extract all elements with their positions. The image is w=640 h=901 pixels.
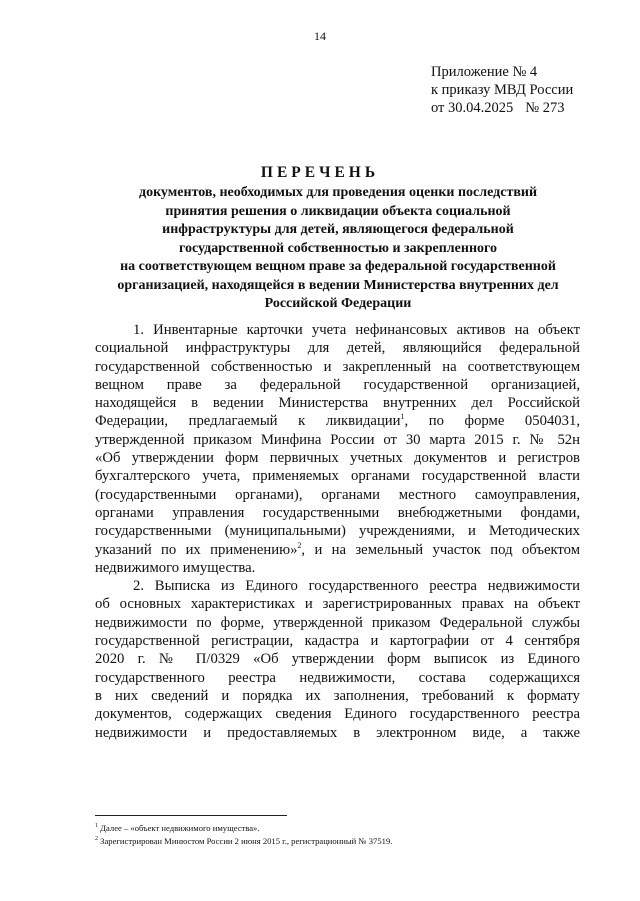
- text-line: 1. Инвентарные карточки учета нефинансовых активов на объект: [133, 322, 580, 338]
- text-line: документов, содержащих сведения Единого государственного реестра: [95, 706, 580, 723]
- footnote-ref: 2: [297, 540, 302, 550]
- text-line: в них сведений и порядка их заполнения, требований к формату: [95, 687, 580, 704]
- footnote: [95, 835, 392, 848]
- footnote: [95, 822, 392, 835]
- footnote-ref: 1: [400, 412, 405, 422]
- subtitle-line: инфраструктуры для детей, являющегося федеральной: [162, 222, 514, 237]
- footnote-number: 1: [95, 823, 98, 830]
- text-line: органами управления государственными внебюджетными фондами,: [95, 504, 580, 521]
- text-line: (государственными органами), органами местного самоуправления,: [95, 486, 580, 503]
- text-line: об основных характеристиках и зарегистрированных правах на объект: [95, 596, 580, 613]
- text-segment: , по форме 0504031,: [404, 413, 580, 430]
- text-line: 2020 г. № П/0329 «Об утверждении форм выписок из Единого: [95, 651, 580, 668]
- document-title: ПЕРЕЧЕНЬ: [260, 164, 380, 181]
- text-segment: Федерации, предлагаемый к ликвидации: [95, 413, 401, 430]
- subtitle-line: принятия решения о ликвидации объекта социальной: [165, 203, 511, 219]
- text-line: государственного реестра недвижимости, состава содержащихся: [95, 669, 580, 686]
- text-line: находящейся в ведении Министерства внутренних дел Российской: [95, 395, 580, 412]
- text-line: [95, 412, 580, 430]
- text-line: государственной собственностью и закрепленный на соответствующем: [95, 358, 580, 375]
- text-line: недвижимости по форме, утвержденной приказом Федеральной службы: [95, 614, 580, 631]
- appendix-line: к приказу МВД России: [431, 82, 574, 98]
- subtitle-line: на соответствующем вещном праве за федеральной государственной: [120, 259, 556, 274]
- footnotes: [95, 822, 392, 848]
- text-line: государственной регистрации, кадастра и картографии от 4 сентября: [95, 633, 580, 650]
- text-line: [95, 541, 580, 559]
- footnote-divider: [95, 815, 287, 816]
- text-line: социальной инфраструктуры для детей, являющийся федеральной: [95, 340, 580, 357]
- text-line: недвижимости и предоставляемых в электронном виде, а также: [95, 724, 580, 741]
- order-number: № 273: [525, 100, 565, 116]
- text-line: вещном праве за федеральной государственной организацией,: [95, 376, 580, 393]
- appendix-line: [431, 99, 573, 117]
- subtitle-line: организацией, находящейся в ведении Министерства внутренних дел: [117, 277, 559, 293]
- subtitle-line: Российской Федерации: [264, 296, 412, 311]
- paragraph-1: [95, 321, 580, 577]
- paragraph-2: [95, 577, 580, 742]
- text-line: 2. Выписка из Единого государственного реестра недвижимости: [133, 578, 580, 595]
- document-body: [95, 321, 580, 742]
- text-line: недвижимого имущества.: [95, 559, 256, 576]
- text-line: «Об утверждении форм первичных учетных документов и регистров: [95, 450, 580, 467]
- text-segment: указаний по их применению»: [95, 541, 298, 558]
- text-segment: , и на земельный участок под объектом: [301, 541, 580, 558]
- footnote-text: Зарегистрирован Минюстом России 2 июня 2015 г., регистрационный № 37519.: [100, 836, 393, 846]
- appendix-header: [431, 63, 573, 117]
- footnote-number: 2: [95, 836, 98, 843]
- document-subtitle: [95, 184, 581, 314]
- appendix-line: Приложение № 4: [431, 64, 538, 80]
- text-line: государственными (муниципальными) учреждениями, и Методических: [95, 523, 580, 540]
- order-date: от 30.04.2025: [431, 100, 514, 116]
- footnote-text: Далее – «объект недвижимого имущества».: [100, 823, 260, 833]
- page-number: 14: [314, 29, 326, 43]
- subtitle-line: документов, необходимых для проведения оценки последствий: [138, 185, 538, 200]
- text-line: бухгалтерского учета, применяемых органами государственной власти: [95, 468, 580, 485]
- subtitle-line: государственной собственностью и закрепленного: [178, 240, 498, 256]
- text-line: утвержденной приказом Минфина России от 30 марта 2015 г. № 52н: [95, 431, 580, 448]
